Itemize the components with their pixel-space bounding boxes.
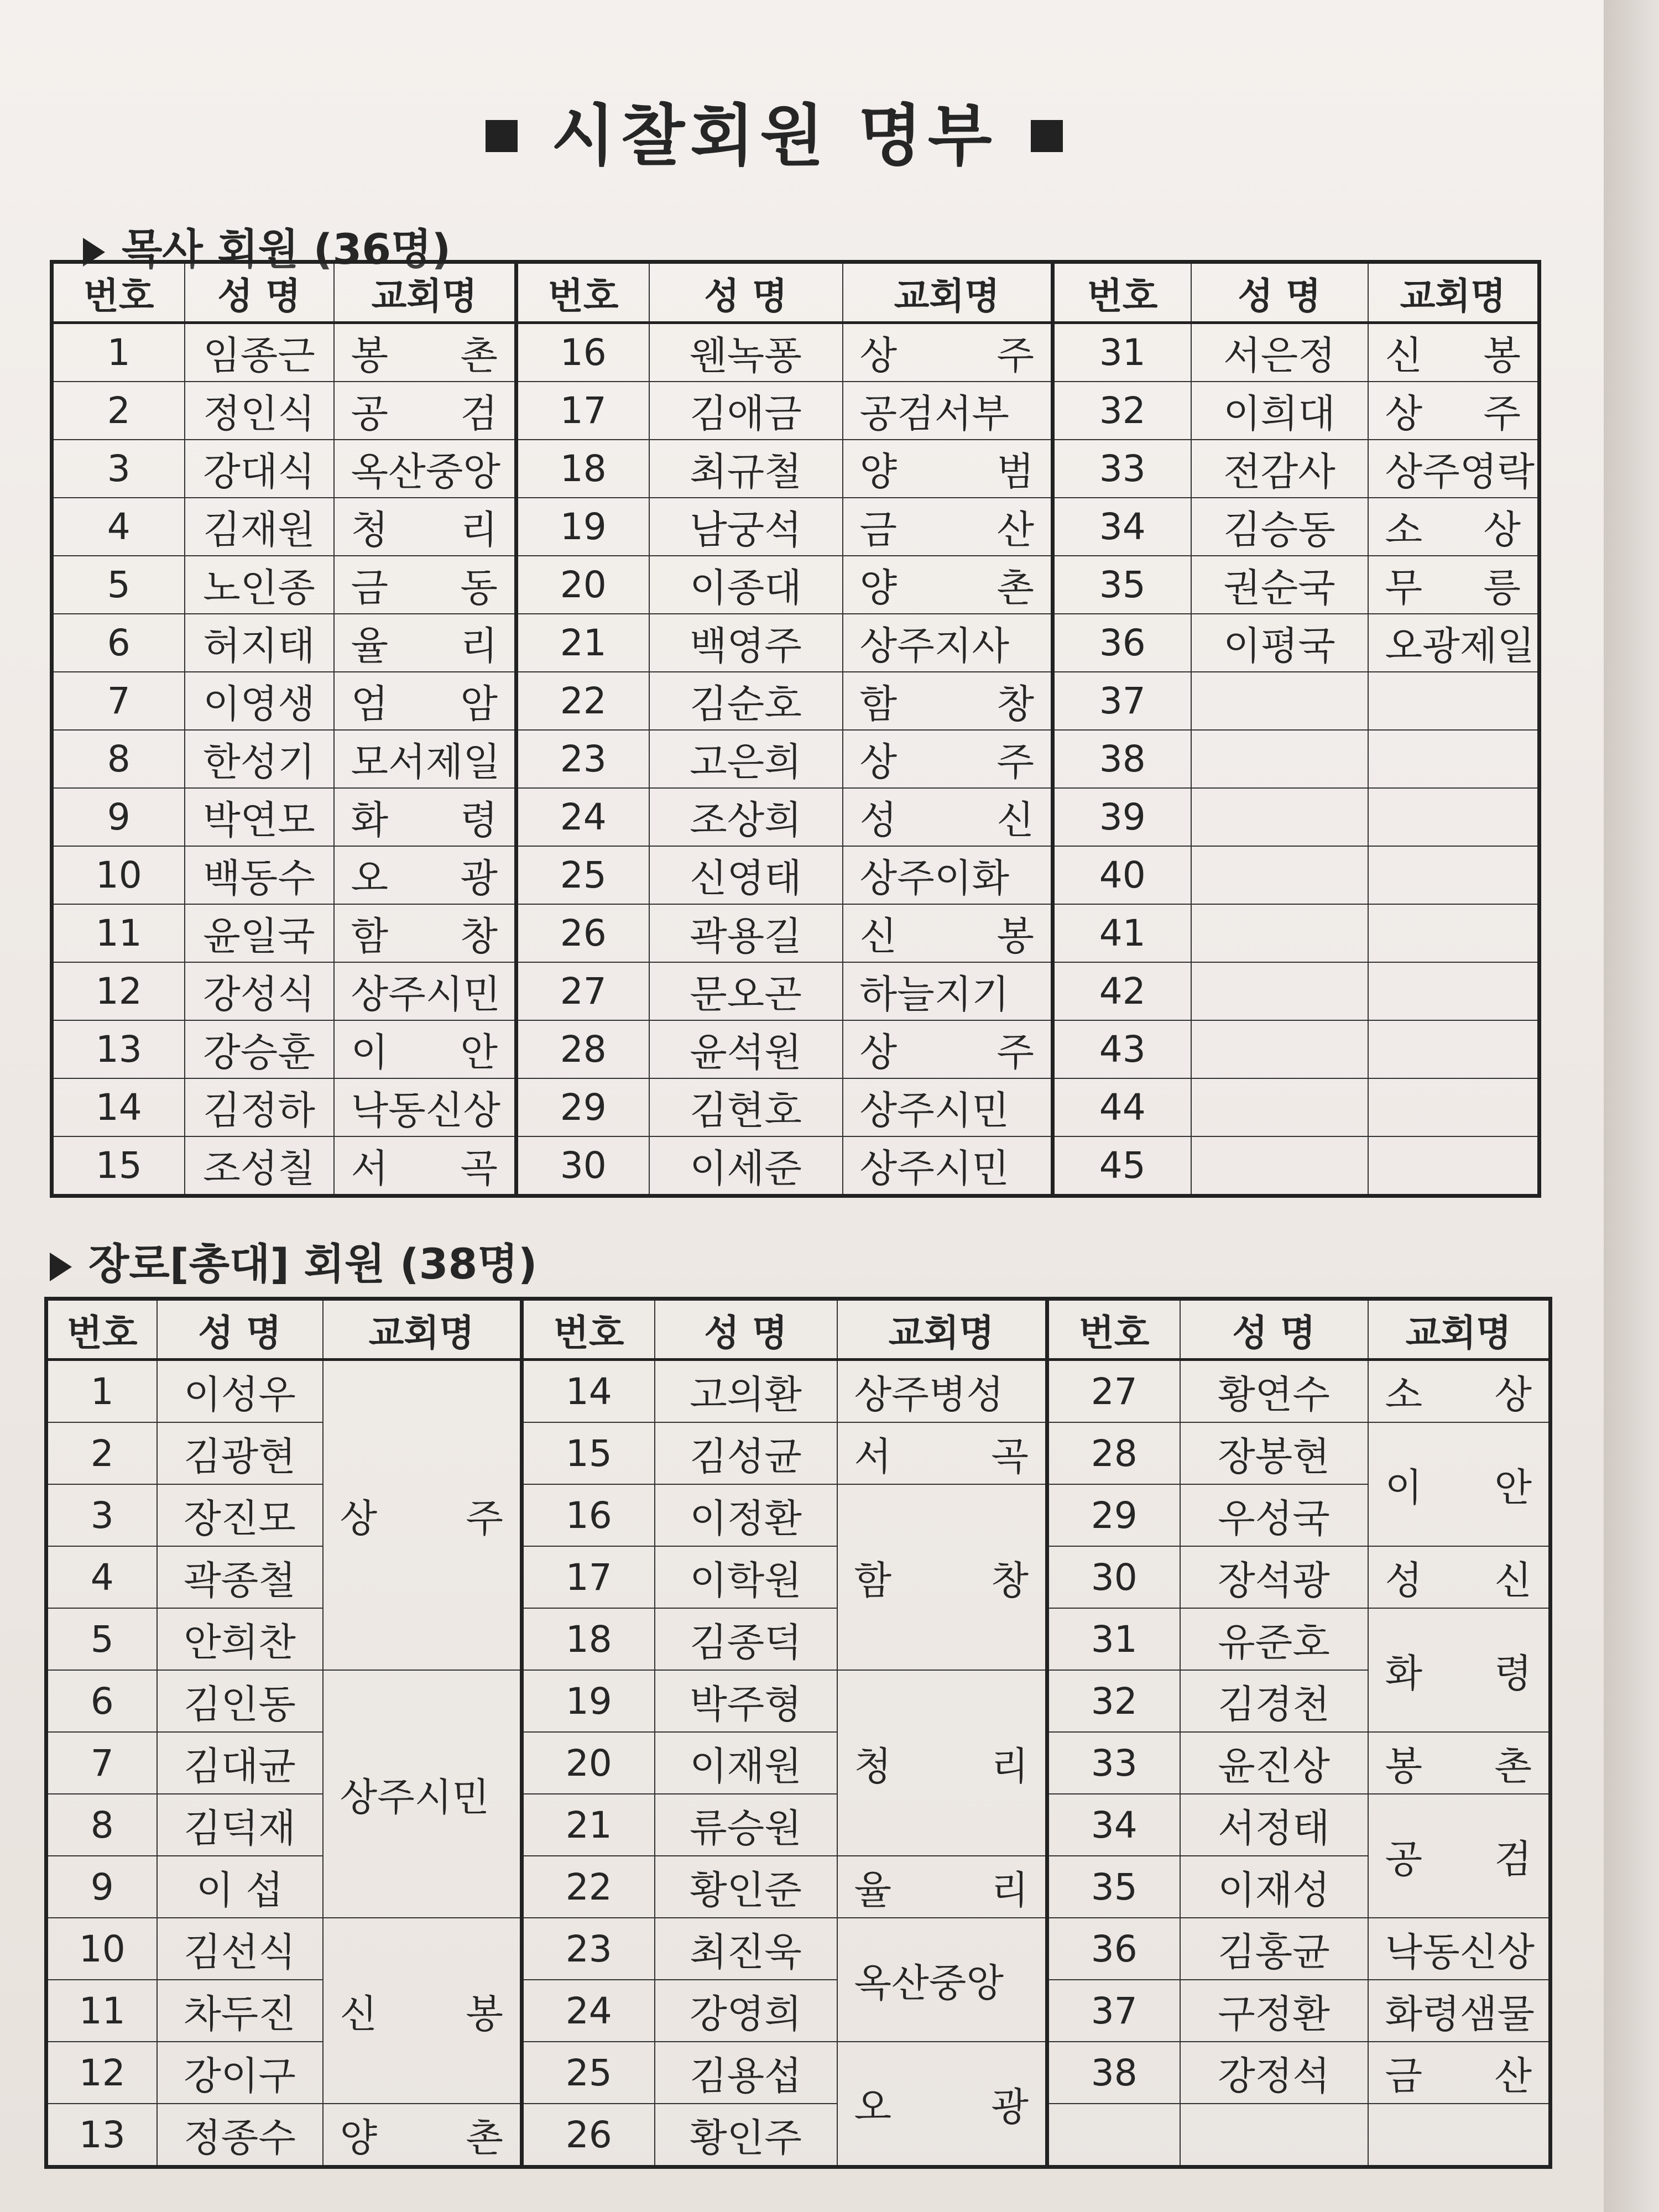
member-name: 이 섭 [157,1856,323,1918]
table-row [46,2104,1551,2167]
church-name: 양 촌 [843,556,1053,614]
member-number: 15 [52,1136,185,1196]
member-number: 14 [522,1360,655,1423]
member-number: 24 [522,1980,655,2042]
member-number: 15 [522,1422,655,1484]
church-name: 공검서부 [843,382,1053,440]
member-name: 이세준 [649,1136,843,1196]
table-row [52,1136,1540,1196]
member-number: 1 [52,323,185,382]
member-name: 김홍균 [1180,1918,1368,1980]
member-number: 9 [46,1856,157,1918]
table-row [52,788,1540,846]
church-name: 낙동신상 [334,1078,517,1136]
church-name: 신 봉 [1368,323,1540,382]
member-name: 강정석 [1180,2042,1368,2104]
member-number: 38 [1053,730,1191,788]
section-title-text: 목사 회원 (36명) [122,225,451,274]
church-name: 오 광 [334,846,517,904]
member-number: 39 [1053,788,1191,846]
member-name: 최진욱 [655,1918,837,1980]
church-name-empty [1368,2104,1551,2167]
member-number: 42 [1053,962,1191,1020]
member-number: 25 [517,846,649,904]
member-name [1180,2104,1368,2167]
member-name: 유준호 [1180,1608,1368,1670]
church-name: 양 범 [843,440,1053,498]
member-name [1191,1078,1368,1136]
member-number: 11 [52,904,185,962]
table-row [52,846,1540,904]
member-name: 김종덕 [655,1608,837,1670]
member-number: 37 [1047,1980,1180,2042]
church-name: 함 창 [334,904,517,962]
member-number: 28 [517,1020,649,1078]
member-number: 13 [46,2104,157,2167]
table-row [46,1360,1551,1423]
member-name: 류승원 [655,1794,837,1856]
member-name: 김인동 [157,1670,323,1732]
member-number: 36 [1053,614,1191,672]
church-name: 서 곡 [334,1136,517,1196]
member-name [1191,962,1368,1020]
header-name: 성 명 [649,262,843,323]
member-name: 구정환 [1180,1980,1368,2042]
header-name: 성 명 [185,262,334,323]
member-name: 이재원 [655,1732,837,1794]
member-number: 10 [52,846,185,904]
member-number: 45 [1053,1136,1191,1196]
table-row [46,2042,1551,2104]
member-name: 이희대 [1191,382,1368,440]
table-row [52,962,1540,1020]
church-name: 성 신 [1368,1546,1551,1608]
member-name: 박연모 [185,788,334,846]
member-name: 권순국 [1191,556,1368,614]
church-name: 봉 촌 [1368,1732,1551,1794]
member-name [1191,730,1368,788]
member-name: 이성우 [157,1360,323,1423]
member-name: 김정하 [185,1078,334,1136]
member-name: 황인주 [655,2104,837,2167]
member-name [1191,1020,1368,1078]
church-name [1368,730,1540,788]
church-name [1368,904,1540,962]
table-row [46,1732,1551,1794]
church-name: 상주지사 [843,614,1053,672]
member-number: 16 [517,323,649,382]
member-number: 23 [522,1918,655,1980]
member-number: 34 [1053,498,1191,556]
member-number: 32 [1047,1670,1180,1732]
member-name: 곽종철 [157,1546,323,1608]
member-name: 김재원 [185,498,334,556]
member-name: 김승동 [1191,498,1368,556]
member-name: 신영태 [649,846,843,904]
church-name: 공 검 [1368,1794,1551,1918]
member-name: 윤석원 [649,1020,843,1078]
church-name: 상주영락 [1368,440,1540,498]
header-church: 교회명 [1368,262,1540,323]
member-number: 22 [522,1856,655,1918]
table-row [46,1980,1551,2042]
church-name: 상 주 [843,730,1053,788]
church-name: 상주시민 [334,962,517,1020]
member-name [1191,846,1368,904]
table-row [46,1608,1551,1670]
member-number: 16 [522,1484,655,1546]
member-name: 이영생 [185,672,334,730]
member-name: 전감사 [1191,440,1368,498]
member-name: 임종근 [185,323,334,382]
member-name: 조상희 [649,788,843,846]
table-row [46,1670,1551,1732]
member-number: 30 [517,1136,649,1196]
church-name: 율 리 [334,614,517,672]
member-number: 2 [46,1422,157,1484]
member-name: 최규철 [649,440,843,498]
church-name: 금 동 [334,556,517,614]
member-name: 안희찬 [157,1608,323,1670]
member-number: 26 [522,2104,655,2167]
member-name: 이종대 [649,556,843,614]
member-number: 1 [46,1360,157,1423]
member-name: 김성균 [655,1422,837,1484]
member-number: 18 [517,440,649,498]
church-name: 소 상 [1368,498,1540,556]
member-name: 김선식 [157,1918,323,1980]
member-name: 차두진 [157,1980,323,2042]
member-name: 정인식 [185,382,334,440]
member-number: 17 [517,382,649,440]
member-number: 36 [1047,1918,1180,1980]
church-name: 이 안 [1368,1422,1551,1546]
member-number: 34 [1047,1794,1180,1856]
church-name: 상 주 [323,1360,522,1671]
member-name: 강영희 [655,1980,837,2042]
member-number: 29 [517,1078,649,1136]
member-number: 14 [52,1078,185,1136]
member-name: 서정태 [1180,1794,1368,1856]
member-name [1191,904,1368,962]
member-name: 김경천 [1180,1670,1368,1732]
member-number: 37 [1053,672,1191,730]
church-name: 화령샘물 [1368,1980,1551,2042]
church-name: 화 령 [334,788,517,846]
header-church: 교회명 [843,262,1053,323]
member-name: 김순호 [649,672,843,730]
member-name: 서은정 [1191,323,1368,382]
member-number: 23 [517,730,649,788]
church-name [1368,846,1540,904]
church-name: 상 주 [843,323,1053,382]
member-name: 김대균 [157,1732,323,1794]
member-name: 강성식 [185,962,334,1020]
header-name: 성 명 [1191,262,1368,323]
table-header-row [52,262,1540,323]
church-name: 화 령 [1368,1608,1551,1732]
member-number: 43 [1053,1020,1191,1078]
table-row [46,1918,1551,1980]
member-number: 8 [46,1794,157,1856]
church-name: 금 산 [843,498,1053,556]
pastor-roster-table [50,260,1541,1198]
member-number: 22 [517,672,649,730]
church-name: 공 검 [334,382,517,440]
member-number: 33 [1047,1732,1180,1794]
header-number: 번호 [52,262,185,323]
member-number: 18 [522,1608,655,1670]
member-number [1047,2104,1180,2167]
church-name: 모서제일 [334,730,517,788]
member-number: 19 [517,498,649,556]
church-name: 상주병성 [837,1360,1047,1423]
member-name: 장석광 [1180,1546,1368,1608]
member-number: 32 [1053,382,1191,440]
member-name: 고은희 [649,730,843,788]
member-number: 21 [522,1794,655,1856]
church-name: 상주이화 [843,846,1053,904]
member-name: 남궁석 [649,498,843,556]
header-church: 교회명 [837,1299,1047,1360]
next-page-edge [1604,0,1659,2212]
church-name: 신 봉 [843,904,1053,962]
church-name: 소 상 [1368,1360,1551,1423]
table-row [52,672,1540,730]
member-number: 11 [46,1980,157,2042]
table-row [52,730,1540,788]
member-name: 김애금 [649,382,843,440]
table-row [52,382,1540,440]
member-name: 이재성 [1180,1856,1368,1918]
member-name: 이평국 [1191,614,1368,672]
member-number: 38 [1047,2042,1180,2104]
member-number: 7 [52,672,185,730]
church-name: 상 주 [843,1020,1053,1078]
church-name [1368,962,1540,1020]
church-name: 율 리 [837,1856,1047,1918]
member-number: 25 [522,2042,655,2104]
member-number: 12 [46,2042,157,2104]
table-row [52,904,1540,962]
table-row [52,323,1540,382]
church-name: 신 봉 [323,1918,522,2104]
member-number: 21 [517,614,649,672]
member-name: 정종수 [157,2104,323,2167]
member-name: 윤일국 [185,904,334,962]
church-name: 성 신 [843,788,1053,846]
member-number: 33 [1053,440,1191,498]
church-name: 무 릉 [1368,556,1540,614]
table-row [52,498,1540,556]
church-name: 금 산 [1368,2042,1551,2104]
church-name: 함 창 [837,1484,1047,1670]
member-number: 2 [52,382,185,440]
member-number: 8 [52,730,185,788]
member-name: 김광현 [157,1422,323,1484]
member-name: 장진모 [157,1484,323,1546]
member-number: 27 [1047,1360,1180,1423]
table-header-row [46,1299,1551,1360]
table-row [52,1078,1540,1136]
church-name: 낙동신상 [1368,1918,1551,1980]
member-number: 28 [1047,1422,1180,1484]
member-name: 박주형 [655,1670,837,1732]
member-number: 4 [52,498,185,556]
church-name: 양 촌 [323,2104,522,2167]
header-church: 교회명 [334,262,517,323]
church-name: 봉 촌 [334,323,517,382]
church-name: 청 리 [837,1670,1047,1856]
member-name: 김용섭 [655,2042,837,2104]
header-number: 번호 [1047,1299,1180,1360]
page-title [0,83,1548,178]
table-row [52,440,1540,498]
member-number: 19 [522,1670,655,1732]
member-name: 윤진상 [1180,1732,1368,1794]
member-name [1191,788,1368,846]
church-name [1368,1078,1540,1136]
church-name: 서 곡 [837,1422,1047,1484]
header-number: 번호 [46,1299,157,1360]
table-row [46,1546,1551,1608]
header-name: 성 명 [1180,1299,1368,1360]
member-name: 강이구 [157,2042,323,2104]
member-name: 김덕재 [157,1794,323,1856]
member-name: 장봉현 [1180,1422,1368,1484]
church-name: 오 광 [837,2042,1047,2167]
member-number: 5 [52,556,185,614]
member-name [1191,1136,1368,1196]
church-name: 상주시민 [323,1670,522,1918]
square-bullet-icon [486,120,518,152]
member-name: 황연수 [1180,1360,1368,1423]
member-name: 문오곤 [649,962,843,1020]
table-row [46,1484,1551,1546]
member-number: 3 [46,1484,157,1546]
member-number: 6 [52,614,185,672]
member-name: 고의환 [655,1360,837,1423]
member-number: 44 [1053,1078,1191,1136]
church-name [1368,1020,1540,1078]
member-number: 4 [46,1546,157,1608]
member-name: 강대식 [185,440,334,498]
member-number: 7 [46,1732,157,1794]
church-name: 상주시민 [843,1078,1053,1136]
table-row [52,614,1540,672]
church-name: 하늘지기 [843,962,1053,1020]
member-number: 3 [52,440,185,498]
member-name: 황인준 [655,1856,837,1918]
church-name: 상주시민 [843,1136,1053,1196]
square-bullet-icon [1031,120,1063,152]
member-name [1191,672,1368,730]
church-name: 상 주 [1368,382,1540,440]
header-church: 교회명 [1368,1299,1551,1360]
page-title-text: 시찰회원 명부 [551,98,998,175]
member-number: 31 [1047,1608,1180,1670]
header-name: 성 명 [655,1299,837,1360]
member-name: 이학원 [655,1546,837,1608]
church-name: 청 리 [334,498,517,556]
table-row [52,1020,1540,1078]
member-number: 31 [1053,323,1191,382]
member-name: 한성기 [185,730,334,788]
member-name: 김현호 [649,1078,843,1136]
member-name: 강승훈 [185,1020,334,1078]
table-row [46,1794,1551,1856]
member-number: 24 [517,788,649,846]
church-name [1368,1136,1540,1196]
member-number: 10 [46,1918,157,1980]
member-name: 우성국 [1180,1484,1368,1546]
church-name: 옥산중앙 [837,1918,1047,2042]
member-number: 13 [52,1020,185,1078]
member-name: 허지태 [185,614,334,672]
member-number: 40 [1053,846,1191,904]
header-number: 번호 [1053,262,1191,323]
member-number: 35 [1053,556,1191,614]
member-number: 29 [1047,1484,1180,1546]
church-name: 오광제일 [1368,614,1540,672]
member-name: 백영주 [649,614,843,672]
table-row [46,1422,1551,1484]
church-name [1368,788,1540,846]
header-church: 교회명 [323,1299,522,1360]
table-row [46,1856,1551,1918]
church-name [1368,672,1540,730]
member-number: 41 [1053,904,1191,962]
table-row [52,556,1540,614]
member-number: 5 [46,1608,157,1670]
member-name: 곽용길 [649,904,843,962]
member-name: 노인종 [185,556,334,614]
member-number: 30 [1047,1546,1180,1608]
section-title-text: 장로[총대] 회원 (38명) [88,1239,538,1288]
church-name: 함 창 [843,672,1053,730]
header-name: 성 명 [157,1299,323,1360]
triangle-bullet-icon [50,1253,72,1281]
member-number: 17 [522,1546,655,1608]
member-number: 20 [517,556,649,614]
member-number: 26 [517,904,649,962]
member-number: 35 [1047,1856,1180,1918]
church-name: 엄 암 [334,672,517,730]
section-title-elders [50,1230,538,1291]
header-number: 번호 [522,1299,655,1360]
member-number: 27 [517,962,649,1020]
church-name: 옥산중앙 [334,440,517,498]
member-name: 조성칠 [185,1136,334,1196]
member-number: 12 [52,962,185,1020]
elder-roster-table [44,1297,1552,2169]
church-name: 이 안 [334,1020,517,1078]
member-number: 9 [52,788,185,846]
member-name: 이정환 [655,1484,837,1546]
member-number: 6 [46,1670,157,1732]
header-number: 번호 [517,262,649,323]
member-name: 백동수 [185,846,334,904]
member-name: 웬녹퐁 [649,323,843,382]
member-number: 20 [522,1732,655,1794]
